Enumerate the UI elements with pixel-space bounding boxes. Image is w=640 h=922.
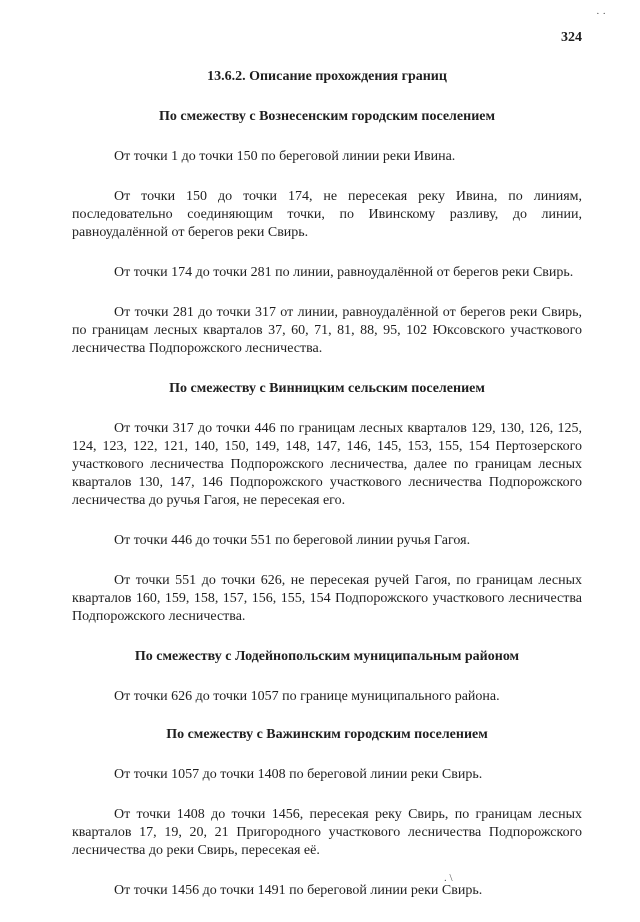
paragraph: От точки 317 до точки 446 по границам лесных кварталов 129, 130, 126, 125, 124, 123, 122, 121, 140, 150, 149, 148, 147, 146, 145, 153, 155, 154 Пертозерского участкового лесничества Подпорожского лесничества, далее по границам лесных кварталов 130, 147, 146 Подпорожского участкового лесничества Подпорожского лесничества до ручья Гагоя, не пересекая его. <box>72 421 582 508</box>
paragraph: От точки 1408 до точки 1456, пересекая реку Свирь, по границам лесных кварталов 17, 19, 20, 21 Пригородного участкового лесничества Подпорожского лесничества до реки Свирь, пересекая её. <box>72 807 582 858</box>
paragraph: От точки 281 до точки 317 от линии, равноудалённой от берегов реки Свирь, по границам лесных кварталов 37, 60, 71, 81, 88, 95, 102 Юксовского участкового лесничества Подпорожского лесничества. <box>72 305 582 356</box>
section-title: 13.6.2. Описание прохождения границ <box>207 69 447 84</box>
paragraph: От точки 551 до точки 626, не пересекая ручей Гагоя, по границам лесных кварталов 160, 159, 158, 157, 156, 155, 154 Подпорожского участкового лесничества Подпорожского лесничества. <box>72 573 582 624</box>
page-number: 324 <box>561 30 582 45</box>
subsection-heading: По смежеству с Важинским городским поселением <box>166 727 488 742</box>
paragraph: От точки 1 до точки 150 по береговой линии реки Ивина. <box>114 149 456 164</box>
scan-speck: . \ <box>444 872 453 884</box>
paragraph: От точки 174 до точки 281 по линии, равноудалённой от берегов реки Свирь. <box>114 265 574 280</box>
subsection-heading: По смежеству с Винницким сельским поселением <box>169 381 485 396</box>
subsection-heading: По смежеству с Лодейнопольским муниципальным районом <box>134 649 520 664</box>
paragraph: От точки 1456 до точки 1491 по береговой линии реки Свирь. <box>114 883 483 898</box>
document-body <box>72 64 582 922</box>
paragraph: От точки 150 до точки 174, не пересекая реку Ивина, по линиям, последовательно соединяющим точки, по Ивинскому разливу, до линии, равноудалённой от берегов реки Свирь. <box>72 189 582 240</box>
paragraph: От точки 1057 до точки 1408 по береговой линии реки Свирь. <box>114 767 483 782</box>
paragraph: От точки 446 до точки 551 по береговой линии ручья Гагоя. <box>114 533 471 548</box>
subsection-heading: По смежеству с Вознесенским городским поселением <box>158 109 496 124</box>
paragraph: От точки 626 до точки 1057 по границе муниципального района. <box>114 689 500 704</box>
scan-speck: · · <box>596 8 607 20</box>
